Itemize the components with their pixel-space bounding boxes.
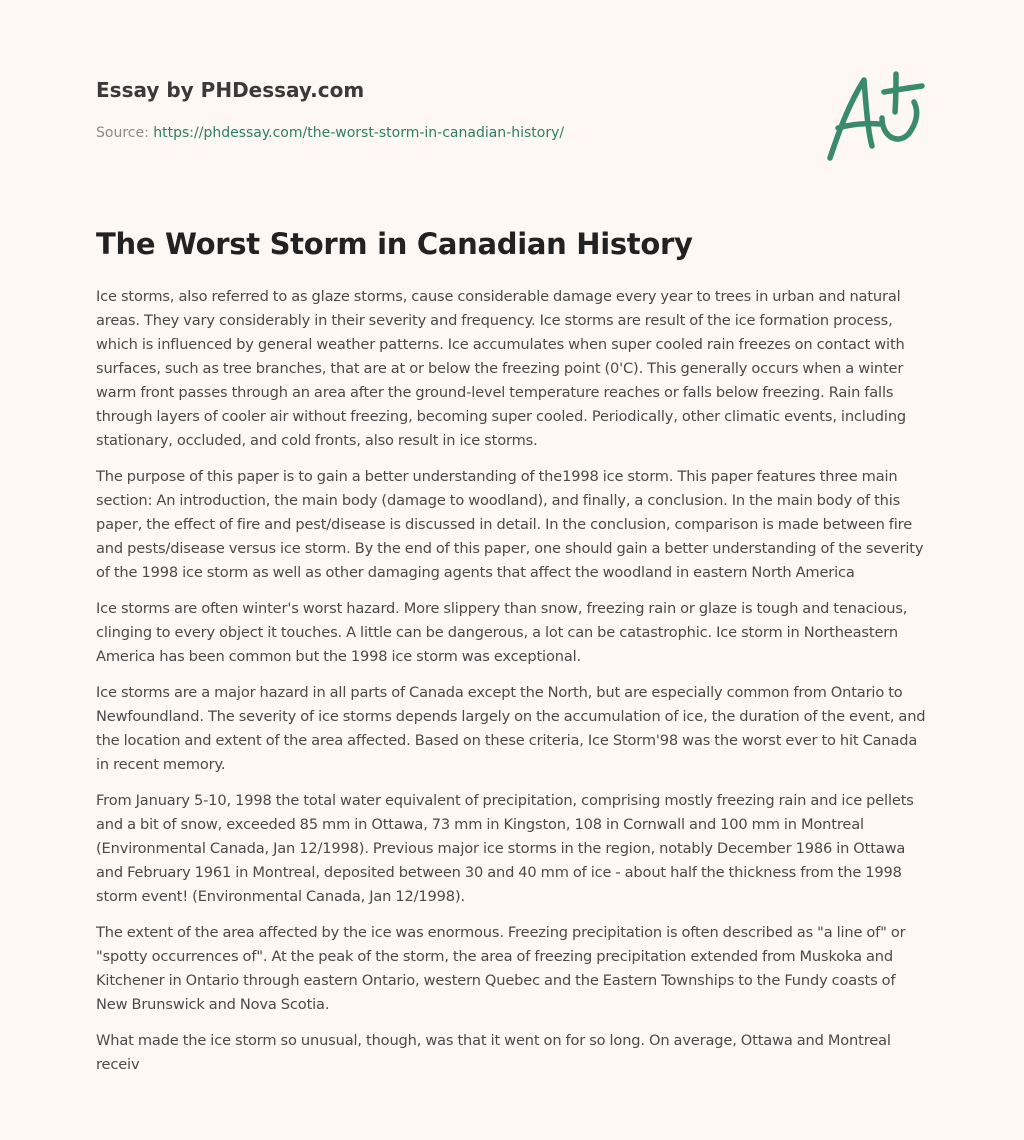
article-title: The Worst Storm in Canadian History bbox=[96, 227, 693, 261]
paragraph: From January 5-10, 1998 the total water equivalent of precipitation, comprising mostly freezing rain and ice pellets and a bit of snow, exceeded 85 mm in Ottawa, 73 mm in Kingston, 108 in Cornwall and 100 mm in Montreal (Environmental Canada, Jan 12/1998). Previous major ice storms in the region, notably December 1986 in Ottawa and February 1961 in Montreal, deposited between 30 and 40 mm of ice - about half the thickness from the 1998 storm event! (Environmental Canada, Jan 12/1998). bbox=[96, 792, 914, 905]
source-label: Source: bbox=[96, 125, 154, 141]
paragraph: The extent of the area affected by the ice was enormous. Freezing precipitation is often described as "a line of" or "spotty occurrences of". At the peak of the storm, the area of freezing precipitation extended from Muskoka and Kitchener in Ontario through eastern Ontario, western Quebec and the Eastern Townships to the Fundy coasts of New Brunswick and Nova Scotia. bbox=[96, 924, 906, 1013]
paragraph: Ice storms are often winter's worst hazard. More slippery than snow, freezing rain or glaze is tough and tenacious, clinging to every object it touches. A little can be dangerous, a lot can be catastrophic. Ice storm in Northeastern America has been common but the 1998 ice storm was exceptional. bbox=[96, 600, 908, 665]
source-link[interactable]: https://phdessay.com/the-worst-storm-in-canadian-history/ bbox=[153, 125, 565, 141]
paragraph: Ice storms, also referred to as glaze storms, cause considerable damage every year to trees in urban and natural areas. They vary considerably in their severity and frequency. Ice storms are result of the ice formation process, which is influenced by general weather patterns. Ice accumulates when super cooled rain freezes on contact with surfaces, such as tree branches, that are at or below the freezing point (0'C). This generally occurs when a winter warm front passes through an area after the ground-level temperature reaches or falls below freezing. Rain falls through layers of cooler air without freezing, becoming super cooled. Periodically, other climatic events, including stationary, occluded, and cold fronts, also result in ice storms. bbox=[96, 288, 907, 449]
brand-name: Essay by PHDessay.com bbox=[96, 78, 365, 102]
paragraph: Ice storms are a major hazard in all parts of Canada except the North, but are especially common from Ontario to Newfoundland. The severity of ice storms depends largely on the accumulation of ice, the duration of the event, and the location and extent of the area affected. Based on these criteria, Ice Storm'98 was the worst ever to hit Canada in recent memory. bbox=[96, 684, 926, 773]
paragraph: The purpose of this paper is to gain a better understanding of the1998 ice storm. This paper features three main section: An introduction, the main body (damage to woodland), and finally, a conclusion. In the main body of this paper, the effect of fire and pest/disease is discussed in detail. In the conclusion, comparison is made between fire and pests/disease versus ice storm. By the end of this paper, one should gain a better understanding of the severity of the 1998 ice storm as well as other damaging agents that affect the woodland in eastern North America bbox=[96, 468, 924, 581]
article-body bbox=[96, 285, 928, 1089]
a-plus-logo bbox=[822, 66, 932, 166]
site-header bbox=[96, 76, 796, 142]
a-plus-grade-logo-icon bbox=[822, 66, 932, 166]
paragraph: What made the ice storm so unusual, though, was that it went on for so long. On average, Ottawa and Montreal receiv bbox=[96, 1032, 891, 1073]
source-line bbox=[96, 124, 796, 142]
